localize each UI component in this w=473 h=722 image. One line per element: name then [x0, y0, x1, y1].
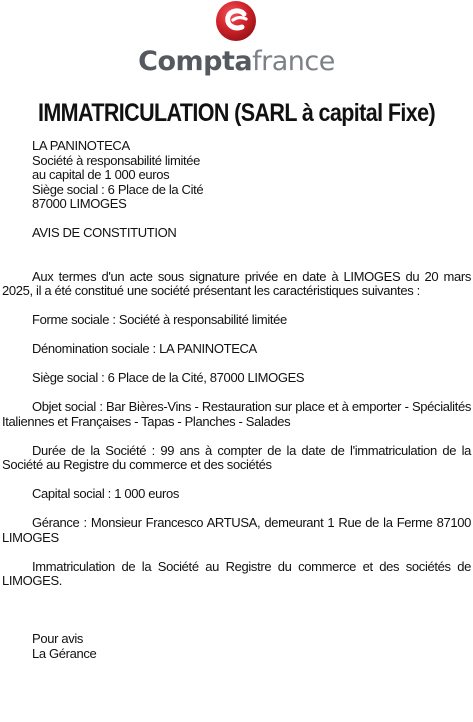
la-gerance: La Gérance: [32, 645, 97, 661]
logo-word-compta: Compta: [138, 46, 253, 77]
company-header: [2, 139, 471, 212]
siege-social: Siège social : 6 Place de la Cité, 87000 LIMOGES: [32, 370, 305, 385]
intro-paragraph: Aux termes d'un acte sous signature privée en date à LIMOGES du 20 mars 2025, il a été constitué une société présentant les caractéristiques suivantes :: [2, 268, 471, 298]
denomination-sociale: Dénomination sociale : LA PANINOTECA: [32, 341, 257, 356]
immatriculation: Immatriculation de la Société au Registre du commerce et des sociétés de LIMOGES.: [2, 558, 471, 588]
comptafrance-wordmark: [0, 44, 473, 80]
announcement-title: IMMATRICULATION (SARL à capital Fixe): [38, 99, 435, 127]
company-city: 87000 LIMOGES: [32, 196, 127, 211]
company-form: Société à responsabilité limitée: [32, 152, 201, 168]
logo-word-france: france: [252, 46, 335, 77]
avis-heading: AVIS DE CONSTITUTION: [32, 225, 177, 240]
pour-avis: Pour avis: [32, 631, 84, 646]
announcement-body: [2, 139, 471, 661]
company-capital: au capital de 1 000 euros: [32, 167, 170, 182]
capital-social: Capital social : 1 000 euros: [32, 486, 180, 501]
forme-sociale: Forme sociale : Société à responsabilité limitée: [32, 312, 287, 327]
comptafrance-logo: [0, 0, 473, 84]
gerance: Gérance : Monsieur Francesco ARTUSA, demeurant 1 Rue de la Ferme 87100 LIMOGES: [2, 515, 471, 545]
company-name: LA PANINOTECA: [32, 138, 130, 153]
objet-social: Objet social : Bar Bières-Vins - Restauration sur place et à emporter - Spécialités Italiennes et Françaises - Tapas - Planches - Salades: [2, 399, 471, 429]
company-seat: Siège social : 6 Place de la Cité: [32, 181, 204, 197]
duree-societe: Durée de la Société : 99 ans à compter de la date de l'immatriculation de la Société au Registre du commerce et des sociétés: [2, 442, 471, 472]
signature-block: [2, 632, 471, 661]
comptafrance-logo-icon: [211, 0, 261, 42]
